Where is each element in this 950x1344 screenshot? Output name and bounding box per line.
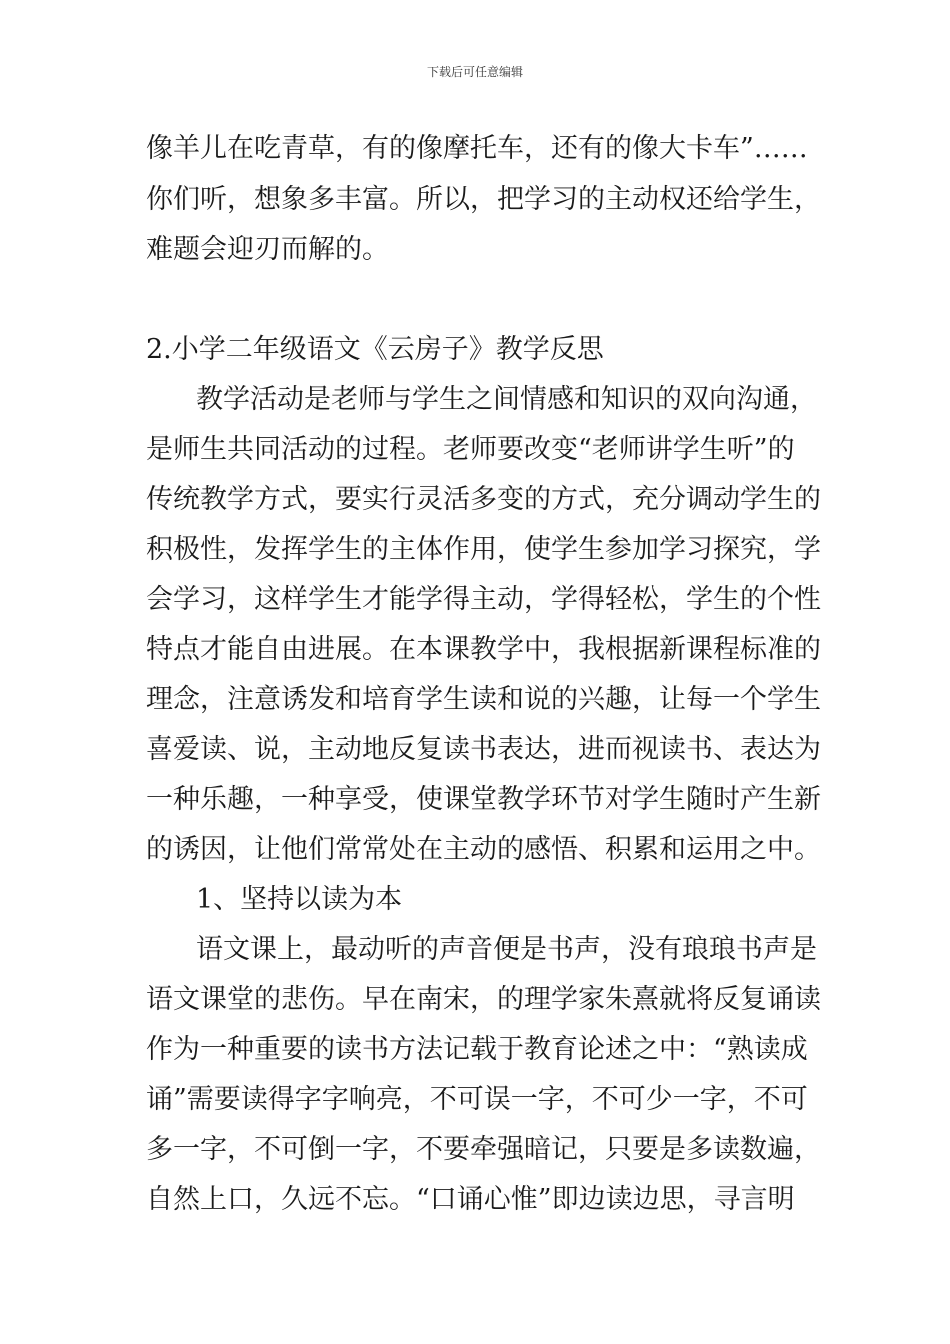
body-text-line: 难题会迎刃而解的。 (146, 234, 389, 265)
body-text-line: 语文课上，最动听的声音便是书声，没有琅琅书声是 (196, 934, 817, 965)
body-text-line: 作为一种重要的读书方法记载于教育论述之中：“熟读成 (146, 1034, 808, 1065)
body-text-line: 传统教学方式，要实行灵活多变的方式，充分调动学生的 (146, 484, 821, 515)
body-text-line: 的诱因，让他们常常处在主动的感悟、积累和运用之中。 (146, 834, 821, 865)
body-text-line: 会学习，这样学生才能学得主动，学得轻松，学生的个性 (146, 584, 821, 615)
body-text-line: 多一字，不可倒一字，不要牵强暗记，只要是多读数遍， (146, 1134, 821, 1165)
body-text-line: 喜爱读、说，主动地反复读书表达，进而视读书、表达为 (146, 734, 821, 765)
body-text-line: 积极性，发挥学生的主体作用，使学生参加学习探究，学 (146, 534, 821, 565)
body-text-line: 诵”需要读得字字响亮，不可误一字，不可少一字，不可 (146, 1084, 808, 1115)
body-text-line: 特点才能自由进展。在本课教学中，我根据新课程标准的 (146, 634, 821, 665)
page-header-note: 下载后可任意编辑 (426, 65, 523, 79)
subsection-heading: 1、坚持以读为本 (196, 884, 403, 915)
body-text-line: 教学活动是老师与学生之间情感和知识的双向沟通， (196, 384, 817, 415)
body-text-line: 语文课堂的悲伤。早在南宋，的理学家朱熹就将反复诵读 (146, 984, 821, 1015)
body-text-line: 是师生共同活动的过程。老师要改变“老师讲学生听”的 (146, 434, 795, 465)
body-text-line: 你们听，想象多丰富。所以，把学习的主动权还给学生， (146, 184, 821, 215)
body-text-line: 像羊儿在吃青草，有的像摩托车，还有的像大卡车”…… (146, 133, 808, 164)
section-heading: 2.小学二年级语文《云房子》教学反思 (146, 334, 604, 365)
body-text-line: 自然上口，久远不忘。“口诵心惟”即边读边思，寻言明 (146, 1184, 795, 1215)
body-text-line: 理念，注意诱发和培育学生读和说的兴趣，让每一个学生 (146, 684, 821, 715)
body-text-line: 一种乐趣，一种享受，使课堂教学环节对学生随时产生新 (146, 784, 821, 815)
